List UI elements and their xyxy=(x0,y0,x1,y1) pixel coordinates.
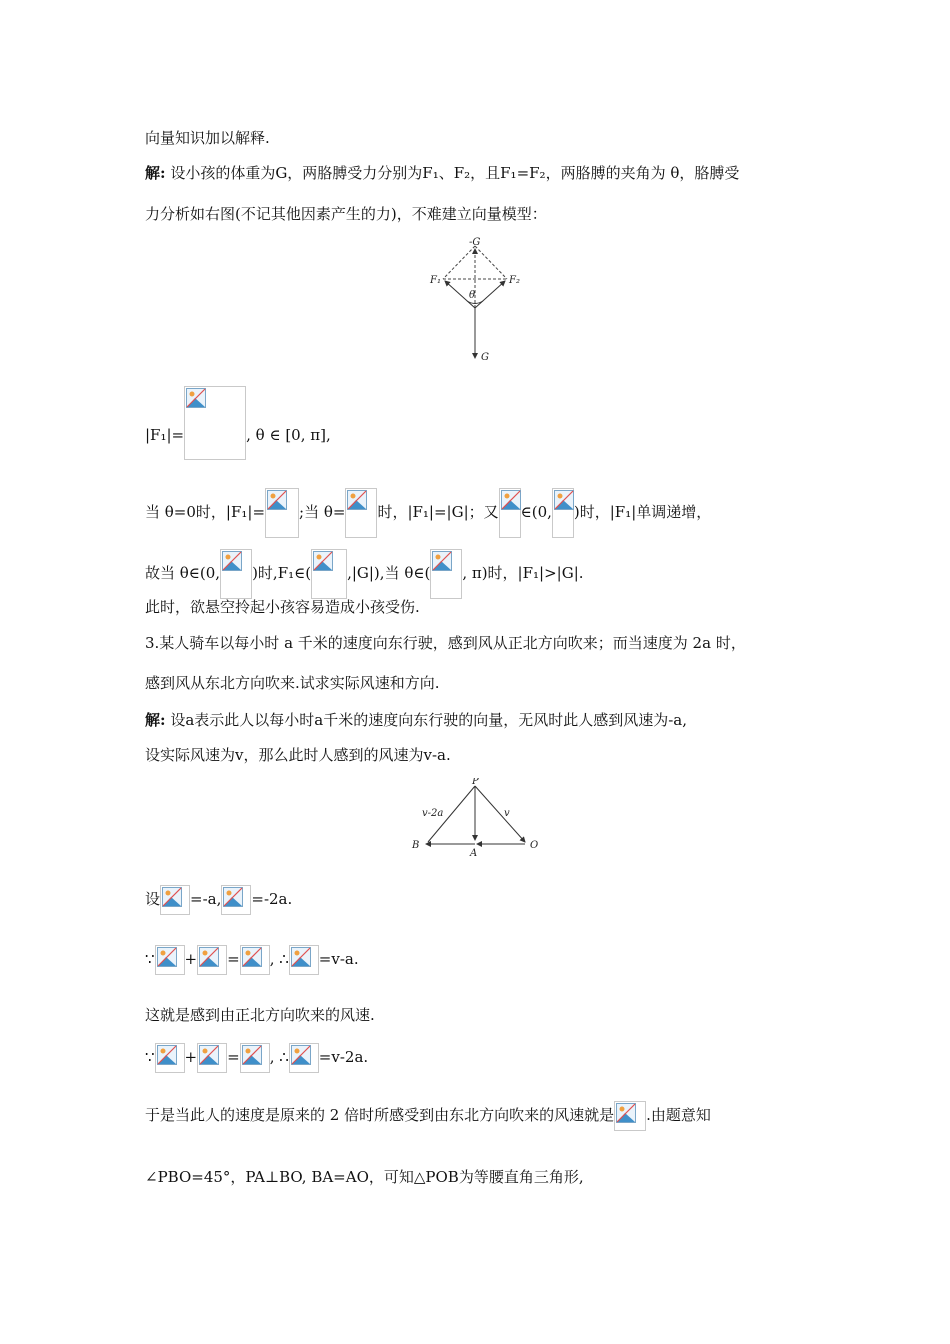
text-line-16 xyxy=(145,1101,711,1131)
broken-image-icon xyxy=(157,947,177,967)
line-13-a: ∵ xyxy=(145,950,155,968)
text-line-9 xyxy=(145,673,440,693)
broken-image-icon xyxy=(222,551,242,571)
solution-label: 解: xyxy=(145,164,166,182)
broken-image-icon xyxy=(199,1045,219,1065)
broken-image-icon xyxy=(554,490,574,510)
line-13-c: = xyxy=(227,950,240,968)
line-6-c: ,|G|),当 θ∈( xyxy=(347,564,431,582)
po-edge xyxy=(475,786,525,842)
broken-image-icon xyxy=(347,490,367,510)
text-line-17 xyxy=(145,1167,584,1187)
broken-image-icon xyxy=(162,887,182,907)
line-12-b: =-a, xyxy=(190,890,222,908)
text-line-15 xyxy=(145,1043,368,1073)
broken-image-icon xyxy=(291,947,311,967)
line-13-e: =v-a. xyxy=(318,950,359,968)
line-5-c: 时，|F₁|=|G|；又 xyxy=(377,503,499,521)
text-line-4 xyxy=(145,412,331,460)
broken-image-icon xyxy=(242,1045,262,1065)
line-7-text: 此时，欲悬空拎起小孩容易造成小孩受伤. xyxy=(145,598,420,616)
line-5-d: ∈(0, xyxy=(520,503,552,521)
line-15-a: ∵ xyxy=(145,1048,155,1066)
formula-image xyxy=(197,1043,227,1073)
formula-image xyxy=(430,549,462,599)
formula-image xyxy=(240,1043,270,1073)
label-a: A xyxy=(470,848,478,859)
line-16-b: .由题意知 xyxy=(646,1106,711,1124)
formula-image xyxy=(155,945,185,975)
label-b: B xyxy=(412,840,420,851)
line-5-a: 当 θ=0时，|F₁|= xyxy=(145,503,266,521)
line-4-a: |F₁|= xyxy=(145,426,185,444)
formula-image xyxy=(614,1101,646,1131)
broken-image-icon xyxy=(432,551,452,571)
label-v: v xyxy=(504,808,510,819)
broken-image-icon xyxy=(616,1103,636,1123)
line-6-a: 故当 θ∈(0, xyxy=(145,564,221,582)
line-12-a: 设 xyxy=(145,890,161,908)
text-line-14 xyxy=(145,1005,375,1025)
line-15-e: =v-2a. xyxy=(318,1048,369,1066)
line-5-b: ;当 θ= xyxy=(299,503,346,521)
label-neg-g: -G xyxy=(469,237,481,248)
broken-image-icon xyxy=(291,1045,311,1065)
wind-triangle-diagram xyxy=(408,778,548,860)
formula-image xyxy=(345,488,377,538)
formula-image xyxy=(265,488,299,538)
formula-image xyxy=(220,549,252,599)
line-12-c: =-2a. xyxy=(251,890,293,908)
force-diagram xyxy=(425,236,525,366)
text-line-8 xyxy=(145,633,746,653)
label-p: P xyxy=(472,778,479,787)
line-13-b: + xyxy=(184,950,198,968)
formula-image xyxy=(160,885,190,915)
label-v-minus-2a: v-2a xyxy=(422,808,444,819)
formula-image xyxy=(240,945,270,975)
text-line-10 xyxy=(145,710,687,730)
line-15-b: + xyxy=(184,1048,198,1066)
formula-image xyxy=(311,549,347,599)
broken-image-icon xyxy=(267,490,287,510)
line-1-text: 向量知识加以解释. xyxy=(145,129,270,147)
text-line-2 xyxy=(145,163,739,183)
formula-image xyxy=(155,1043,185,1073)
text-line-5 xyxy=(145,488,711,538)
line-6-d: , π)时，|F₁|>|G|. xyxy=(462,564,584,582)
broken-image-icon xyxy=(313,551,333,571)
formula-image xyxy=(499,488,521,538)
label-theta: θ xyxy=(469,290,476,301)
text-line-12 xyxy=(145,885,292,915)
line-13-d: , ∴ xyxy=(269,950,289,968)
broken-image-icon xyxy=(199,947,219,967)
text-line-7 xyxy=(145,597,420,617)
text-line-3 xyxy=(145,204,547,224)
line-14-text: 这就是感到由正北方向吹来的风速. xyxy=(145,1006,375,1024)
line-2-text: 设小孩的体重为G，两胳膊受力分别为F₁、F₂，且F₁=F₂，两胳膊的夹角为 θ，胳膊受 xyxy=(170,164,740,182)
text-line-13 xyxy=(145,945,359,975)
formula-image xyxy=(289,1043,319,1073)
label-g: G xyxy=(481,352,489,363)
label-o: O xyxy=(530,840,539,851)
line-3-text: 力分析如右图(不记其他因素产生的力)，不难建立向量模型： xyxy=(145,205,547,223)
label-f1: F₁ xyxy=(430,275,441,286)
formula-image xyxy=(197,945,227,975)
line-6-b: )时,F₁∈( xyxy=(252,564,312,582)
formula-image xyxy=(552,488,574,538)
line-10-text: 设a表示此人以每小时a千米的速度向东行驶的向量，无风时此人感到风速为-a, xyxy=(170,711,687,729)
line-4-b: , θ ∈ [0, π], xyxy=(246,426,331,444)
line-8-text: 3.某人骑车以每小时 a 千米的速度向东行驶，感到风从正北方向吹来；而当速度为 2a 时， xyxy=(145,634,746,652)
text-line-1 xyxy=(145,128,270,148)
solution-label: 解: xyxy=(145,711,166,729)
line-15-d: , ∴ xyxy=(269,1048,289,1066)
broken-image-icon xyxy=(186,388,206,408)
line-17-text: ∠PBO=45°，PA⊥BO, BA=AO，可知△POB为等腰直角三角形, xyxy=(145,1168,584,1186)
line-15-c: = xyxy=(227,1048,240,1066)
broken-image-icon xyxy=(242,947,262,967)
text-line-11 xyxy=(145,745,451,765)
broken-image-icon xyxy=(223,887,243,907)
formula-image xyxy=(289,945,319,975)
formula-image xyxy=(221,885,251,915)
line-5-e: )时，|F₁|单调递增， xyxy=(573,503,712,521)
line-16-a: 于是当此人的速度是原来的 2 倍时所感受到由东北方向吹来的风速就是 xyxy=(145,1106,615,1124)
broken-image-icon xyxy=(157,1045,177,1065)
broken-image-icon xyxy=(501,490,521,510)
formula-image xyxy=(184,386,246,460)
line-11-text: 设实际风速为v，那么此时人感到的风速为v-a. xyxy=(145,746,451,764)
text-line-6 xyxy=(145,549,584,599)
f2-arrow xyxy=(475,281,505,308)
label-f2: F₂ xyxy=(509,275,520,286)
line-9-text: 感到风从东北方向吹来.试求实际风速和方向. xyxy=(145,674,440,692)
